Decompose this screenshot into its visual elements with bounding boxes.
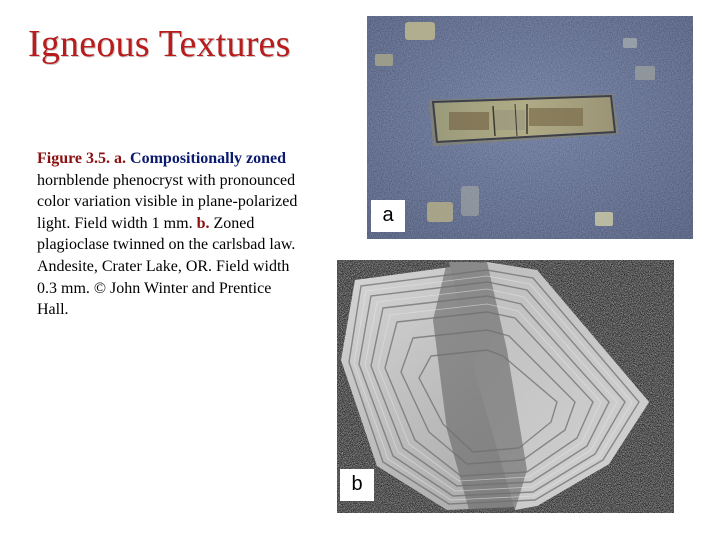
figure-number: Figure 3.5. a. [37,150,127,167]
panel-a-label: a [371,200,405,232]
micrograph-b [337,260,674,513]
caption-emphasis-2: zoned [246,150,287,167]
caption-part-b-text: Zoned plagioclase twinned on the carlsbad law. Andesite, Crater Lake, OR. Field width 0.3 mm. © John Winter and Prentice Hall. [37,214,296,319]
caption-emphasis-1: Compositionally [130,150,243,167]
panel-b-label: b [340,469,374,501]
micrograph-a [367,16,693,239]
caption-part-b-label: b. [196,214,210,232]
figure-caption [37,148,299,321]
caption-part-a-text: hornblende phenocryst with pronounced color variation visible in plane-polarized light. Field width 1 mm. [37,171,298,232]
slide-title: Igneous Textures [28,23,291,65]
